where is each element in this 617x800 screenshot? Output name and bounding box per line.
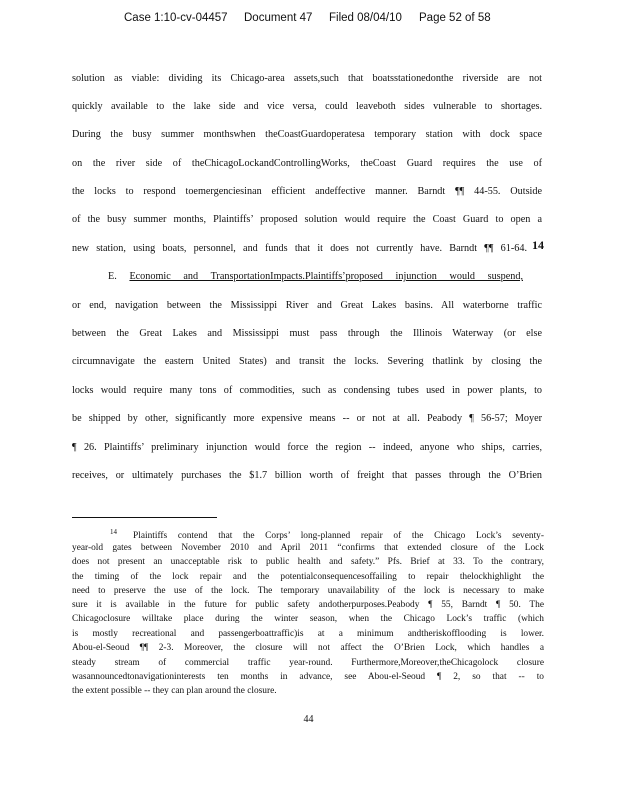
footnote-reference: 14 [532, 238, 544, 252]
footnote-line: Chicagoclosure willtake place during the winter season, when the Chicago Lock’s traffic (which [72, 614, 544, 624]
body-line: During the busy summer monthswhen theCoastGuardoperatesa temporary station with dock space [72, 129, 542, 140]
body-line: of the busy summer months, Plaintiffs’ proposed solution would require the Coast Guard to open a [72, 214, 542, 225]
footnote-line: is mostly recreational and passengerboattraffic)is at a minimum andtheriskofflooding is lower. [72, 629, 544, 639]
case-number: Case 1:10-cv-04457 [124, 12, 228, 24]
footnote-line [110, 527, 544, 542]
footnote-line: Abou-el-Seoud ¶¶ 2-3. Moreover, the closure will not affect the O’Brien Lock, which handles a [72, 643, 544, 653]
footnote-line: the extent possible -- they can plan around the closure. [72, 686, 277, 696]
footnote-line: wasannouncedtonavigationinterests ten months in advance, see Abou-el-Seoud ¶ 2, so that -- to [72, 672, 544, 682]
section-heading: Economic and TransportationImpacts. [129, 271, 305, 282]
body-line: solution as viable: dividing its Chicago-area assets,such that boatsstationedonthe riverside are not [72, 73, 542, 84]
footnote-line: steady stream of commercial traffic year-round. Furthermore,Moreover,theChicagolock closure [72, 658, 544, 668]
footnote-separator [72, 517, 217, 518]
body-line: or end, navigation between the Mississippi River and Great Lakes basins. All waterborne traffic [72, 300, 542, 311]
page-number: 44 [303, 714, 314, 725]
footnote-marker: 14 [110, 528, 117, 536]
body-line: the locks to respond toemergenciesinan efficient andeffective manner. Barndt ¶¶ 44-55. Outside [72, 186, 542, 197]
section-lead: Plaintiffs’proposed injunction would suspend, [304, 271, 523, 282]
section-heading-line [108, 271, 523, 283]
body-line: circumnavigate the eastern United States) and transit the locks. Severing thatlink by closing the [72, 356, 542, 367]
footnote-line: year-old gates between November 2010 and April 2011 “confirms that extended closure of the Lock [72, 543, 544, 553]
footnote-text: Plaintiffs contend that the Corps’ long-planned repair of the Chicago Lock’s seventy- [133, 531, 544, 542]
footnote-line: need to preserve the use of the lock. The temporary unavailability of the lock is necessary to make [72, 586, 544, 596]
body-line: receives, or ultimately purchases the $1.7 billion worth of freight that passes through the O’Brien [72, 470, 542, 481]
body-line: locks would require many tons of commodities, such as condensing tubes used in power plants, to [72, 385, 542, 396]
body-line: new station, using boats, personnel, and funds that it does not currently have. Barndt ¶¶ 61-64. [72, 243, 527, 254]
footnote-line: does not present an unacceptable risk to public health and safety.” Pfs. Brief at 33. To the contrary, [72, 557, 544, 567]
footnote-line: the timing of the lock repair and the potentialconsequencesoffailing to repair thelockhighlight the [72, 572, 544, 582]
body-line: on the river side of theChicagoLockandControllingWorks, theCoast Guard requires the use of [72, 158, 542, 169]
document-number: Document 47 [244, 12, 313, 24]
page-count: Page 52 of 58 [419, 12, 491, 24]
body-line: ¶ 26. Plaintiffs’ preliminary injunction would force the region -- indeed, anyone who ships, carries, [72, 442, 542, 453]
body-line: be shipped by other, significantly more expensive means -- or not at all. Peabody ¶ 56-57; Moyer [72, 413, 542, 424]
body-line: quickly available to the lake side and vice versa, could leaveboth sides vulnerable to shortages. [72, 101, 542, 112]
filed-date: Filed 08/04/10 [329, 12, 402, 24]
footnote-line: sure it is available in the future for public safety andotherpurposes.Peabody ¶ 55, Barndt ¶ 50. The [72, 600, 544, 610]
body-line: between the Great Lakes and Mississippi must pass through the Illinois Waterway (or else [72, 328, 542, 339]
section-label: E. [108, 271, 117, 282]
